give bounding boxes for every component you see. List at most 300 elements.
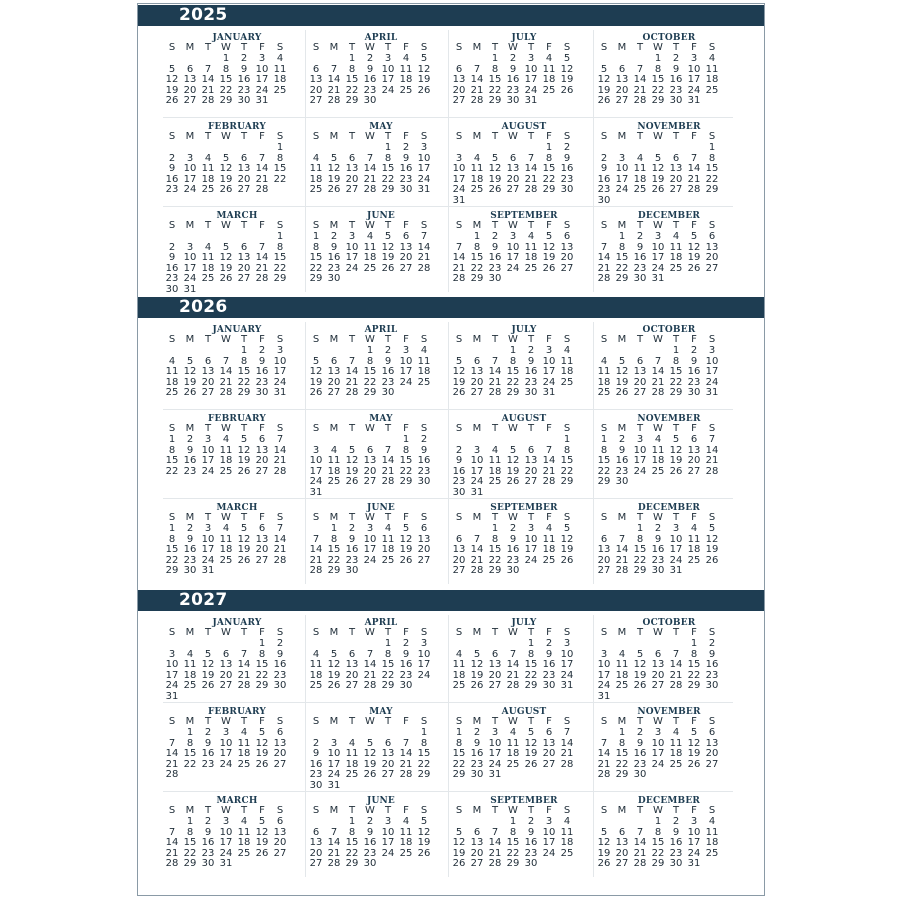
day-cell: 24 — [381, 847, 395, 859]
day-cell: 15 — [633, 544, 647, 556]
day-cell: 17 — [687, 837, 701, 849]
day-cell: 24 — [633, 465, 647, 477]
day-cell: 1 — [186, 727, 194, 738]
weekday-header: F — [403, 512, 409, 523]
day-cell: 22 — [165, 554, 179, 566]
day-cell: 26 — [309, 387, 323, 399]
weekday-header: S — [455, 131, 463, 142]
day-cell: 2 — [672, 53, 680, 64]
weekday-header: W — [508, 220, 518, 231]
day-cell: 6 — [545, 727, 553, 738]
day-cell: 28 — [363, 184, 377, 196]
day-cell: 29 — [542, 184, 556, 196]
day-cell: 28 — [597, 769, 611, 781]
weekday-header: S — [312, 716, 320, 727]
day-cell: 4 — [509, 727, 517, 738]
day-cell: 6 — [240, 241, 248, 253]
day-cell: 28 — [705, 465, 719, 477]
weekday-header: W — [221, 220, 231, 231]
day-cell: 6 — [509, 152, 517, 164]
day-cell: 22 — [399, 465, 413, 477]
day-cell: 3 — [402, 345, 410, 356]
day-cell: 7 — [276, 434, 284, 445]
day-cell: 18 — [309, 669, 323, 681]
day-cell: 9 — [455, 455, 463, 467]
day-cell: 5 — [258, 727, 266, 738]
day-cell: 29 — [651, 858, 665, 870]
day-cell: 12 — [597, 837, 611, 849]
weekday-header: T — [384, 42, 392, 53]
day-cell: 1 — [654, 816, 662, 827]
day-cell: 30 — [687, 387, 701, 399]
weekday-header: T — [491, 423, 499, 434]
day-cell: 4 — [312, 152, 320, 164]
day-cell: 15 — [183, 837, 197, 849]
day-cell: 9 — [545, 648, 553, 660]
day-cell: 4 — [186, 648, 194, 660]
day-cell: 6 — [312, 63, 320, 75]
day-cell: 21 — [669, 669, 683, 681]
day-cell: 30 — [309, 780, 323, 791]
day-cell: 24 — [542, 376, 556, 388]
day-cell: 23 — [417, 465, 431, 477]
day-cell: 6 — [276, 816, 284, 827]
day-cell: 28 — [327, 95, 341, 107]
weekday-header: F — [546, 512, 552, 523]
day-cell: 21 — [705, 455, 719, 467]
day-cell: 9 — [186, 533, 194, 545]
weekday-header: S — [600, 627, 608, 638]
day-cell: 28 — [597, 273, 611, 285]
day-cell: 27 — [524, 476, 538, 488]
weekday-header: F — [546, 42, 552, 53]
weekday-header: S — [455, 42, 463, 53]
day-cell: 5 — [672, 434, 680, 445]
weekday-header: M — [185, 716, 195, 727]
day-cell: 25 — [219, 554, 233, 566]
weekday-header: T — [240, 220, 248, 231]
day-cell: 10 — [687, 826, 701, 838]
day-cell: 14 — [669, 659, 683, 671]
day-cell: 23 — [363, 847, 377, 859]
weekday-header: T — [384, 220, 392, 231]
weekday-header: T — [672, 334, 680, 345]
day-cell: 14 — [597, 252, 611, 264]
day-cell: 21 — [255, 173, 269, 185]
weekday-header: M — [617, 334, 627, 345]
day-cell: 8 — [366, 355, 374, 367]
day-cell: 1 — [240, 345, 248, 356]
day-cell: 25 — [381, 554, 395, 566]
day-cell: 19 — [687, 252, 701, 264]
day-cell: 2 — [366, 53, 374, 64]
day-cell: 8 — [636, 533, 644, 545]
day-cell: 27 — [452, 95, 466, 107]
day-cell: 2 — [509, 53, 517, 64]
day-cell: 17 — [651, 748, 665, 760]
day-cell: 20 — [524, 465, 538, 477]
month-title: MARCH — [216, 796, 258, 806]
day-cell: 11 — [327, 455, 341, 467]
day-cell: 28 — [165, 769, 179, 781]
day-cell: 30 — [381, 387, 395, 399]
weekday-header: S — [276, 423, 284, 434]
weekday-header: M — [617, 423, 627, 434]
day-cell: 11 — [524, 241, 538, 253]
day-cell: 2 — [186, 523, 194, 534]
day-cell: 11 — [219, 533, 233, 545]
day-cell: 3 — [384, 53, 392, 64]
day-cell: 29 — [327, 565, 341, 577]
day-cell: 5 — [384, 231, 392, 242]
day-cell: 19 — [687, 748, 701, 760]
day-cell: 18 — [669, 748, 683, 760]
day-cell: 24 — [615, 184, 629, 196]
day-cell: 1 — [509, 816, 517, 827]
weekday-header: S — [276, 42, 284, 53]
day-cell: 9 — [491, 241, 499, 253]
day-cell: 25 — [201, 273, 215, 285]
day-cell: 27 — [273, 758, 287, 770]
day-cell: 26 — [615, 387, 629, 399]
day-cell: 13 — [705, 737, 719, 749]
day-cell: 1 — [348, 816, 356, 827]
day-cell: 23 — [542, 669, 556, 681]
day-cell: 2 — [708, 638, 716, 649]
day-cell: 4 — [402, 53, 410, 64]
day-cell: 17 — [669, 544, 683, 556]
weekday-header: S — [708, 716, 716, 727]
day-cell: 16 — [399, 163, 413, 175]
day-cell: 25 — [327, 476, 341, 488]
year-header-band — [138, 297, 764, 318]
day-cell: 6 — [690, 434, 698, 445]
day-cell: 23 — [506, 84, 520, 96]
weekday-header: F — [691, 512, 697, 523]
day-cell: 16 — [201, 837, 215, 849]
day-cell: 31 — [687, 95, 701, 107]
day-cell: 25 — [417, 376, 431, 388]
day-cell: 18 — [560, 837, 574, 849]
day-cell: 2 — [636, 727, 644, 738]
weekday-header: S — [276, 805, 284, 816]
day-cell: 3 — [672, 523, 680, 534]
day-cell: 12 — [488, 163, 502, 175]
weekday-header: S — [312, 423, 320, 434]
day-cell: 14 — [327, 837, 341, 849]
weekday-header: F — [259, 334, 265, 345]
weekday-header: W — [221, 334, 231, 345]
day-cell: 28 — [219, 387, 233, 399]
day-cell: 13 — [327, 366, 341, 378]
day-cell: 15 — [309, 252, 323, 264]
month-title: MAY — [369, 122, 393, 132]
day-cell: 2 — [672, 816, 680, 827]
day-cell: 6 — [455, 533, 463, 545]
weekday-header: S — [563, 220, 571, 231]
day-cell: 5 — [258, 816, 266, 827]
day-cell: 14 — [524, 163, 538, 175]
day-cell: 10 — [687, 63, 701, 75]
day-cell: 18 — [165, 376, 179, 388]
weekday-header: W — [221, 423, 231, 434]
day-cell: 4 — [636, 152, 644, 164]
day-cell: 7 — [240, 648, 248, 660]
day-cell: 17 — [524, 74, 538, 86]
day-cell: 10 — [417, 152, 431, 164]
day-cell: 11 — [309, 163, 323, 175]
month-block-march — [163, 211, 311, 301]
day-cell: 25 — [399, 847, 413, 859]
day-cell: 30 — [399, 184, 413, 196]
day-cell: 6 — [672, 152, 680, 164]
day-cell: 14 — [687, 163, 701, 175]
weekday-header: M — [617, 716, 627, 727]
weekday-header: T — [636, 716, 644, 727]
day-cell: 23 — [183, 554, 197, 566]
day-cell: 23 — [470, 758, 484, 770]
day-cell: 18 — [470, 173, 484, 185]
day-cell: 17 — [201, 544, 215, 556]
weekday-header: M — [185, 334, 195, 345]
day-cell: 8 — [384, 152, 392, 164]
month-title: JUNE — [367, 796, 395, 806]
day-cell: 6 — [473, 826, 481, 838]
day-cell: 30 — [470, 769, 484, 781]
day-cell: 26 — [219, 273, 233, 285]
day-cell: 11 — [417, 355, 431, 367]
day-cell: 24 — [651, 758, 665, 770]
day-cell: 18 — [219, 544, 233, 556]
day-cell: 10 — [488, 737, 502, 749]
day-cell: 17 — [542, 366, 556, 378]
day-cell: 29 — [452, 769, 466, 781]
day-cell: 10 — [470, 455, 484, 467]
day-cell: 23 — [687, 376, 701, 388]
day-cell: 10 — [165, 659, 179, 671]
day-cell: 28 — [201, 95, 215, 107]
day-cell: 4 — [600, 355, 608, 367]
day-cell: 9 — [527, 355, 535, 367]
day-cell: 23 — [452, 476, 466, 488]
day-cell: 2 — [654, 523, 662, 534]
day-cell: 24 — [345, 262, 359, 274]
day-cell: 28 — [560, 758, 574, 770]
day-cell: 8 — [473, 241, 481, 253]
day-cell: 25 — [524, 262, 538, 274]
day-cell: 24 — [399, 376, 413, 388]
day-cell: 8 — [654, 826, 662, 838]
day-cell: 14 — [488, 837, 502, 849]
weekday-header: W — [221, 42, 231, 53]
day-cell: 27 — [651, 680, 665, 692]
day-cell: 30 — [560, 184, 574, 196]
day-cell: 16 — [237, 74, 251, 86]
day-cell: 23 — [381, 376, 395, 388]
day-cell: 1 — [473, 231, 481, 242]
day-cell: 22 — [273, 173, 287, 185]
weekday-header: T — [636, 42, 644, 53]
day-cell: 12 — [237, 533, 251, 545]
day-cell: 6 — [491, 648, 499, 660]
day-cell: 25 — [345, 769, 359, 781]
day-cell: 4 — [708, 53, 716, 64]
day-cell: 9 — [420, 444, 428, 456]
weekday-header: W — [508, 716, 518, 727]
day-cell: 5 — [509, 444, 517, 456]
day-cell: 29 — [651, 95, 665, 107]
weekday-header: M — [185, 131, 195, 142]
day-cell: 15 — [597, 455, 611, 467]
day-cell: 2 — [204, 816, 212, 827]
day-cell: 21 — [524, 173, 538, 185]
day-cell: 31 — [255, 95, 269, 107]
day-cell: 3 — [168, 648, 176, 660]
day-cell: 23 — [506, 554, 520, 566]
weekday-header: S — [600, 805, 608, 816]
day-cell: 24 — [309, 476, 323, 488]
day-cell: 28 — [669, 680, 683, 692]
day-cell: 7 — [654, 355, 662, 367]
day-cell: 26 — [399, 554, 413, 566]
day-cell: 27 — [560, 262, 574, 274]
day-cell: 26 — [237, 465, 251, 477]
day-cell: 31 — [201, 565, 215, 577]
day-cell: 16 — [363, 74, 377, 86]
day-cell: 15 — [165, 544, 179, 556]
day-cell: 10 — [273, 355, 287, 367]
day-cell: 31 — [669, 565, 683, 577]
day-cell: 22 — [470, 262, 484, 274]
weekday-header: S — [600, 42, 608, 53]
day-cell: 11 — [452, 659, 466, 671]
day-cell: 13 — [273, 737, 287, 749]
day-cell: 5 — [600, 63, 608, 75]
month-title: FEBRUARY — [207, 707, 267, 717]
day-cell: 10 — [309, 455, 323, 467]
month-title: SEPTEMBER — [490, 503, 558, 513]
day-cell: 21 — [345, 376, 359, 388]
day-cell: 1 — [527, 638, 535, 649]
day-cell: 28 — [488, 387, 502, 399]
day-cell: 22 — [255, 669, 269, 681]
day-cell: 26 — [417, 847, 431, 859]
day-cell: 19 — [327, 173, 341, 185]
day-cell: 15 — [345, 837, 359, 849]
day-cell: 16 — [524, 366, 538, 378]
weekday-header: F — [546, 220, 552, 231]
day-cell: 6 — [473, 355, 481, 367]
day-cell: 12 — [219, 252, 233, 264]
day-cell: 9 — [366, 826, 374, 838]
day-cell: 27 — [363, 476, 377, 488]
weekday-header: M — [185, 220, 195, 231]
day-cell: 8 — [509, 355, 517, 367]
day-cell: 3 — [384, 816, 392, 827]
day-cell: 27 — [452, 565, 466, 577]
day-cell: 20 — [309, 84, 323, 96]
day-cell: 9 — [312, 748, 320, 760]
day-cell: 18 — [597, 376, 611, 388]
day-cell: 12 — [524, 737, 538, 749]
month-block-october — [595, 618, 743, 708]
day-cell: 24 — [219, 758, 233, 770]
day-cell: 3 — [312, 444, 320, 456]
day-cell: 15 — [273, 252, 287, 264]
day-cell: 8 — [276, 241, 284, 253]
day-cell: 19 — [705, 544, 719, 556]
day-cell: 4 — [168, 355, 176, 367]
day-cell: 27 — [417, 554, 431, 566]
day-cell: 27 — [506, 184, 520, 196]
weekday-header: F — [691, 805, 697, 816]
day-cell: 22 — [309, 262, 323, 274]
day-cell: 4 — [348, 737, 356, 749]
day-cell: 25 — [542, 84, 556, 96]
weekday-header: S — [455, 334, 463, 345]
day-cell: 19 — [327, 669, 341, 681]
day-cell: 21 — [488, 376, 502, 388]
day-cell: 19 — [470, 669, 484, 681]
day-cell: 25 — [183, 680, 197, 692]
day-cell: 1 — [366, 345, 374, 356]
weekday-header: T — [672, 220, 680, 231]
day-cell: 21 — [542, 465, 556, 477]
day-cell: 19 — [560, 74, 574, 86]
weekday-header: T — [384, 805, 392, 816]
day-cell: 7 — [600, 737, 608, 749]
weekday-header: S — [708, 334, 716, 345]
day-cell: 7 — [258, 241, 266, 253]
day-cell: 18 — [309, 173, 323, 185]
day-cell: 15 — [417, 748, 431, 760]
day-cell: 30 — [399, 680, 413, 692]
day-cell: 16 — [615, 455, 629, 467]
day-cell: 22 — [165, 465, 179, 477]
month-block-february — [163, 122, 311, 212]
day-cell: 9 — [168, 163, 176, 175]
day-cell: 11 — [506, 737, 520, 749]
day-cell: 17 — [506, 252, 520, 264]
day-cell: 26 — [524, 758, 538, 770]
day-cell: 17 — [219, 837, 233, 849]
weekday-header: M — [329, 512, 339, 523]
day-cell: 17 — [417, 163, 431, 175]
month-block-may — [307, 414, 455, 504]
day-cell: 24 — [417, 669, 431, 681]
day-cell: 13 — [273, 826, 287, 838]
day-cell: 1 — [384, 142, 392, 153]
day-cell: 19 — [399, 544, 413, 556]
day-cell: 8 — [654, 63, 662, 75]
weekday-header: W — [365, 220, 375, 231]
day-cell: 18 — [327, 465, 341, 477]
day-cell: 7 — [258, 152, 266, 164]
month-title: JULY — [511, 618, 537, 628]
weekday-header: W — [365, 131, 375, 142]
day-cell: 26 — [219, 184, 233, 196]
weekday-header: S — [420, 512, 428, 523]
day-cell: 8 — [258, 648, 266, 660]
day-cell: 10 — [201, 444, 215, 456]
day-cell: 26 — [597, 858, 611, 870]
day-cell: 29 — [237, 387, 251, 399]
day-cell: 1 — [654, 53, 662, 64]
day-cell: 1 — [258, 638, 266, 649]
day-cell: 21 — [165, 847, 179, 859]
day-cell: 24 — [470, 476, 484, 488]
weekday-header: S — [312, 805, 320, 816]
